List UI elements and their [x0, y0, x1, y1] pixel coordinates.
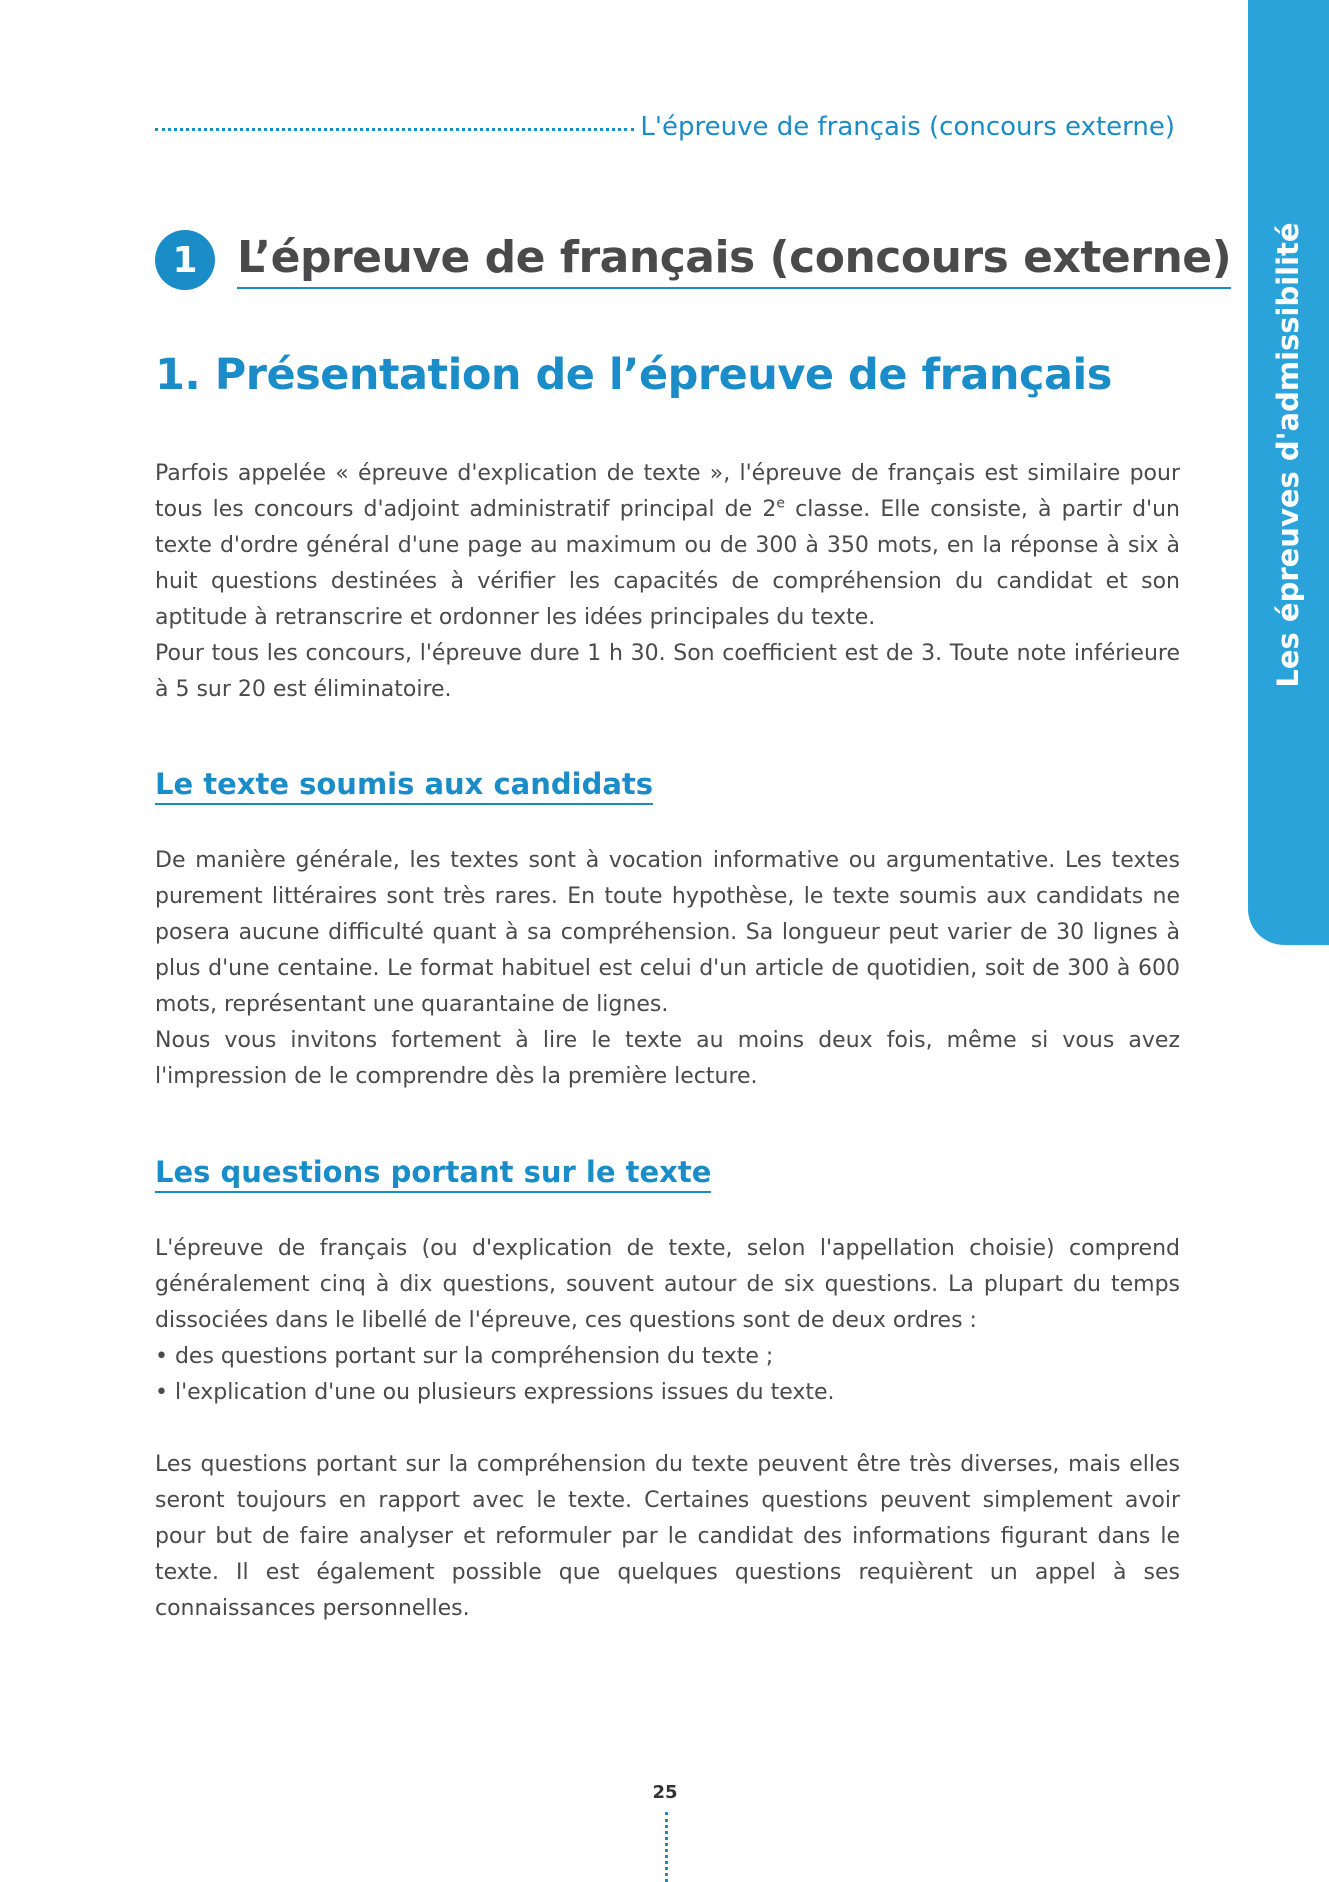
header-dot-leader [155, 128, 634, 131]
chapter-number-badge: 1 [155, 230, 215, 290]
subsection-title-texte: Le texte soumis aux candidats [155, 767, 653, 805]
list-item: • l'explication d'une ou plusieurs expressions issues du texte. [155, 1380, 835, 1405]
subsection-1-paragraph-1: De manière générale, les textes sont à vocation informative ou argumentative. Les textes purement littéraires sont très rares. En toute hypothèse, le texte soumis aux candidats ne posera aucune difficulté quant à sa compréhension. Sa longueur peut varier de 30 lignes à plus d'une centaine. Le format habituel est celui d'un article de quotidien, soit de 300 à 600 mots, représentant une quarantaine de lignes. [155, 848, 1180, 1017]
intro-paragraph-1 [155, 456, 1180, 636]
intro-paragraph-2: Pour tous les concours, l'épreuve dure 1 h 30. Son coefficient est de 3. Toute note inférieure à 5 sur 20 est éliminatoire. [155, 641, 1180, 702]
subsection-1-paragraph-2: Nous vous invitons fortement à lire le texte au moins deux fois, même si vous avez l'impression de le comprendre dès la première lecture. [155, 1028, 1180, 1089]
subsection-2-paragraph-1: L'épreuve de français (ou d'explication de texte, selon l'appellation choisie) comprend généralement cinq à dix questions, souvent autour de six questions. La plupart du temps dissociées dans le libellé de l'épreuve, ces questions sont de deux ordres : [155, 1236, 1180, 1333]
chapter-title: L’épreuve de français (concours externe) [237, 232, 1231, 289]
page-number-dot-line [665, 1812, 668, 1882]
section-title: 1. Présentation de l’épreuve de français [155, 350, 1112, 400]
side-tab-label: Les épreuves d'admissibilité [1271, 222, 1305, 688]
subsection-2-paragraph-2: Les questions portant sur la compréhension du texte peuvent être très diverses, mais elles seront toujours en rapport avec le texte. Certaines questions peuvent simplement avoir pour but de faire analyser et reformuler par le candidat des informations figurant dans le texte. Il est également possible que quelques questions requièrent un appel à ses connaissances personnelles. [155, 1452, 1180, 1621]
side-tab [1248, 0, 1329, 945]
subsection-1-text [155, 843, 1180, 1095]
subsection-2-text [155, 1231, 1180, 1411]
chapter-heading [155, 230, 1232, 290]
running-header [155, 112, 1175, 142]
superscript-e: e [776, 495, 785, 512]
list-item: • des questions portant sur la compréhension du texte ; [155, 1344, 774, 1369]
running-header-text: L'épreuve de français (concours externe) [640, 112, 1175, 142]
subsection-2-text-continued [155, 1447, 1180, 1627]
intro-p1-start: Parfois appelée « épreuve d'explication de texte », l'épreuve de français est similaire pour tous les concours d'adjoint administratif principal de 2 [155, 461, 1180, 522]
page-number: 25 [652, 1782, 678, 1803]
intro-p1-end: classe. Elle consiste, à partir d'un texte d'ordre général d'une page au maximum ou de 300 à 350 mots, en la réponse à six à huit questions destinées à vérifier les capacités de compréhension du candidat et son aptitude à retranscrire et ordonner les idées principales du texte. [155, 497, 1180, 630]
intro-text [155, 456, 1180, 708]
subsection-title-questions: Les questions portant sur le texte [155, 1155, 711, 1193]
